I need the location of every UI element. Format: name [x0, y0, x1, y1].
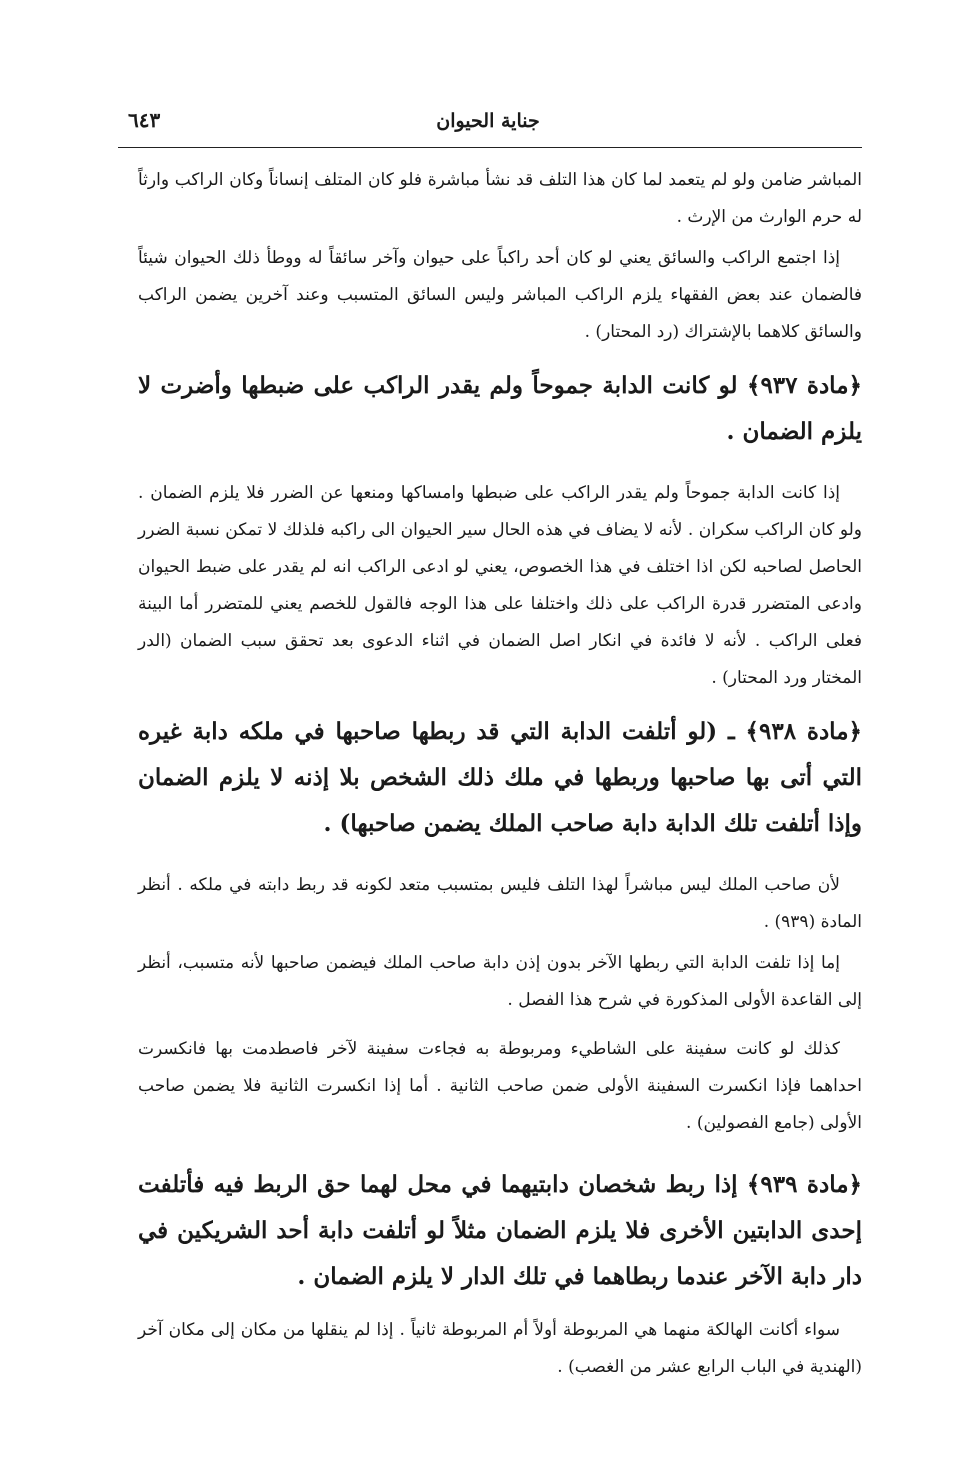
article-938: ﴿مادة ٩٣٨﴾ ـ (لو أتلفت الدابة التي قد ربطها صاحبها في ملكه دابة غيره التي أتى بها صاحبها وربطها في ملك ذلك الشخص بلا إذنه لا يلزم الضمان وإذا أتلفت تلك الدابة دابة صاحب الملك يضمن صاحبها) .: [138, 718, 862, 837]
paragraph-3: إذا كانت الدابة جموحاً ولم يقدر الراكب على ضبطها وامساكها ومنعها عن الضرر فلا يلزم الضمان . ولو كان الراكب سكران . لأنه لا يضاف في هذه الحال سير الحيوان الى راكبه فلذلك لا تمكن نسبة الضرر الحاصل لصاحبه لكن اذا اختلف في هذا الخصوص، يعني لو ادعى الراكب انه لم يقدر على ضبط الحيوان وادعى المتضرر قدرة الراكب على ذلك واختلفا على هذا الوجه فالقول للخصم يعني للمتضرر أما البينة فعلى الراكب . لأنه لا فائدة في انكار اصل الضمان في اثناء الدعوى بعد تحقق سبب الضمان (الدر المختار ورد المحتار) .: [138, 483, 862, 688]
page-number: ٦٤٣: [128, 108, 161, 132]
page-header: [128, 108, 848, 142]
paragraph-4: لأن صاحب الملك ليس مباشراً لهذا التلف فليس بمتسبب متعد لكونه قد ربط دابته في ملكه . أنظر المادة (٩٣٩) .: [138, 875, 862, 932]
header-rule: [118, 147, 862, 148]
paragraph-2: إذا اجتمع الراكب والسائق يعني لو كان أحد راكباً على حيوان وآخر سائقاً له ووطأ ذلك الحيوان شيئاً فالضمان عند بعض الفقهاء يلزم الراكب المباشر وليس السائق المتسبب وعند آخرين يضمن الراكب والسائق كلاهما بالإشتراك (رد المحتار) .: [138, 248, 862, 342]
body-text: [138, 162, 862, 1386]
article-937: ﴿مادة ٩٣٧﴾ لو كانت الدابة جموحاً ولم يقدر الراكب على ضبطها وأضرت لا يلزم الضمان .: [138, 372, 862, 445]
paragraph-5: إما إذا تلفت الدابة التي ربطها الآخر بدون إذن دابة صاحب الملك فيضمن صاحبها لأنه متسبب، أنظر إلى القاعدة الأولى المذكورة في شرح هذا الفصل .: [138, 953, 862, 1010]
running-title: جناية الحيوان: [436, 110, 540, 132]
paragraph-6: كذلك لو كانت سفينة على الشاطيء ومربوطة به فجاءت سفينة لآخر فاصطدمت بها فانكسرت احداهما فإذا انكسرت السفينة الأولى ضمن صاحب الثانية . أما إذا انكسرت الثانية فلا يضمن صاحب الأولى (جامع الفصولين) .: [138, 1039, 862, 1133]
paragraph-1: المباشر ضامن ولو لم يتعمد لما كان هذا التلف قد نشأ مباشرة فلو كان المتلف إنساناً وكان الراكب وارثاً له حرم الوارث من الإرث .: [138, 170, 862, 227]
article-939: ﴿مادة ٩٣٩﴾ إذا ربط شخصان دابتيهما في محل لهما حق الربط فيه فأتلفت إحدى الدابتين الأخرى فلا يلزم الضمان مثلاً لو أتلفت دابة أحد الشريكين في دار دابة الآخر عندما ربطاهما في تلك الدار لا يلزم الضمان .: [138, 1171, 862, 1290]
paragraph-7: سواء أكانت الهالكة منهما هي المربوطة أولاً أم المربوطة ثانياً . إذا لم ينقلها من مكان إلى مكان آخر (الهندية في الباب الرابع عشر من الغصب) .: [138, 1320, 862, 1377]
